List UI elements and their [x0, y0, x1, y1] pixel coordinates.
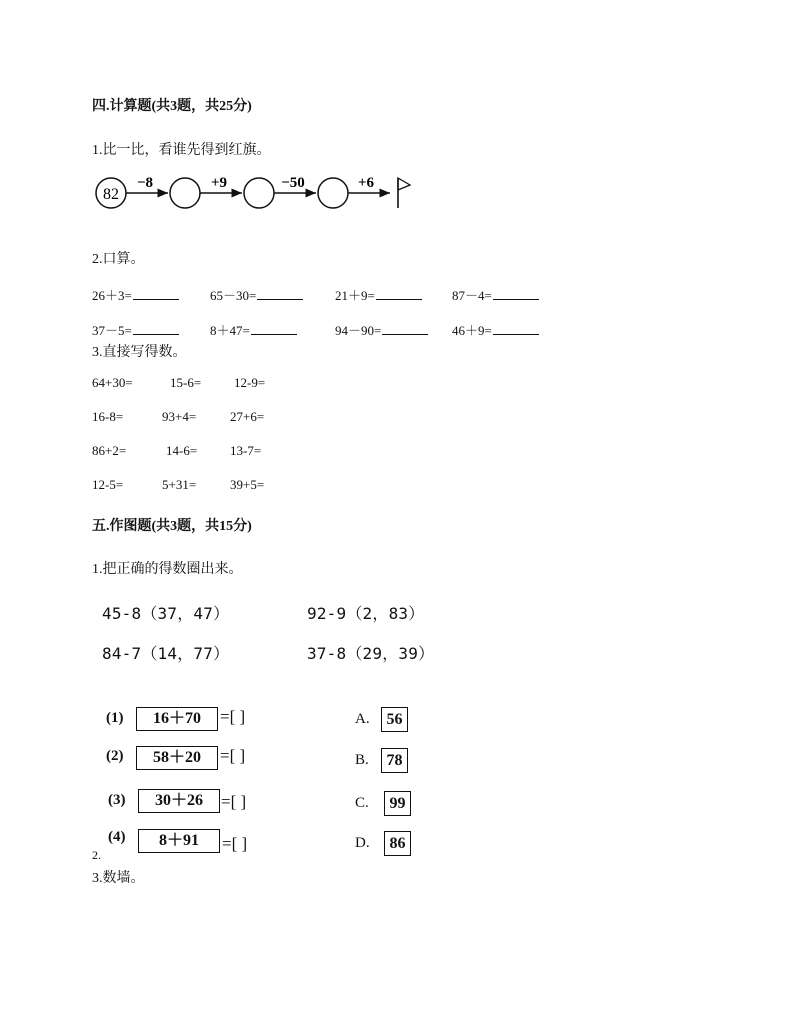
option-letter-b: B. — [355, 752, 369, 768]
option-box-a: 56 — [381, 707, 408, 732]
blank-circle-1 — [170, 178, 200, 208]
blank-circle-2 — [244, 178, 274, 208]
match-expression-3: 30＋26 — [138, 789, 220, 813]
s5-question-3-title: 3.数墙。 — [92, 871, 145, 886]
answer-blank — [493, 322, 539, 335]
oral-calc-4: 87－4= — [452, 285, 539, 304]
direct-calc: 13-7= — [230, 443, 262, 458]
circle-answer-item: 92-9（2，83） — [307, 604, 425, 623]
option-box-b: 78 — [381, 748, 408, 773]
oral-calc-6: 8＋47= — [210, 320, 297, 339]
answer-bracket: =[ ] — [220, 707, 246, 726]
option-box-c: 99 — [384, 791, 411, 816]
circle-answer-item: 84-7（14，77） — [102, 644, 230, 663]
section-5-title: 五.作图题(共3题，共15分) — [92, 519, 252, 534]
direct-calc: 12-9= — [234, 375, 266, 390]
option-letter-c: C. — [355, 795, 369, 811]
op-2: +9 — [210, 175, 228, 191]
direct-calc: 64+30= — [92, 375, 133, 390]
oral-calc-8: 46＋9= — [452, 320, 539, 339]
red-flag-chain-diagram — [90, 168, 420, 216]
circle-answer-item: 37-8（29，39） — [307, 644, 435, 663]
oral-calc-3: 21＋9= — [335, 285, 422, 304]
direct-calc: 15-6= — [170, 375, 202, 390]
question-2-title: 2.口算。 — [92, 252, 145, 267]
question-1-title: 1.比一比，看谁先得到红旗。 — [92, 143, 271, 158]
answer-blank — [133, 287, 179, 300]
op-3: −50 — [281, 175, 305, 191]
oral-calc-7: 94－90= — [335, 320, 428, 339]
answer-blank — [382, 322, 428, 335]
match-number-4: (4) — [108, 829, 126, 845]
match-expression-1: 16＋70 — [136, 707, 218, 731]
direct-calc: 5+31= — [162, 477, 197, 492]
answer-blank — [376, 287, 422, 300]
direct-calc: 86+2= — [92, 443, 127, 458]
s5-question-2-label: 2. — [92, 848, 101, 862]
direct-calc: 27+6= — [230, 409, 265, 424]
op-4: +6 — [357, 175, 375, 191]
start-value: 82 — [103, 186, 119, 203]
match-expression-2: 58＋20 — [136, 746, 218, 770]
match-number-2: (2) — [106, 748, 124, 764]
oral-calc-5: 37－5= — [92, 320, 179, 339]
answer-bracket: =[ ] — [222, 834, 248, 853]
option-letter-a: A. — [355, 711, 370, 727]
flag-icon — [398, 178, 410, 208]
section-4-title: 四.计算题(共3题，共25分) — [92, 99, 252, 114]
direct-calc: 12-5= — [92, 477, 124, 492]
oral-calc-1: 26＋3= — [92, 285, 179, 304]
answer-blank — [493, 287, 539, 300]
question-3-title: 3.直接写得数。 — [92, 345, 187, 360]
oral-calc-2: 65－30= — [210, 285, 303, 304]
match-number-3: (3) — [108, 792, 126, 808]
direct-calc: 16-8= — [92, 409, 124, 424]
answer-blank — [251, 322, 297, 335]
match-number-1: (1) — [106, 710, 124, 726]
match-expression-4: 8＋91 — [138, 829, 220, 853]
op-1: −8 — [136, 175, 154, 191]
direct-calc: 14-6= — [166, 443, 198, 458]
blank-circle-3 — [318, 178, 348, 208]
option-box-d: 86 — [384, 831, 411, 856]
direct-calc: 39+5= — [230, 477, 265, 492]
direct-calc: 93+4= — [162, 409, 197, 424]
s5-question-1-title: 1.把正确的得数圈出来。 — [92, 562, 243, 577]
answer-bracket: =[ ] — [220, 746, 246, 765]
answer-blank — [133, 322, 179, 335]
circle-answer-item: 45-8（37，47） — [102, 604, 230, 623]
answer-blank — [257, 287, 303, 300]
answer-bracket: =[ ] — [221, 792, 247, 811]
option-letter-d: D. — [355, 835, 370, 851]
